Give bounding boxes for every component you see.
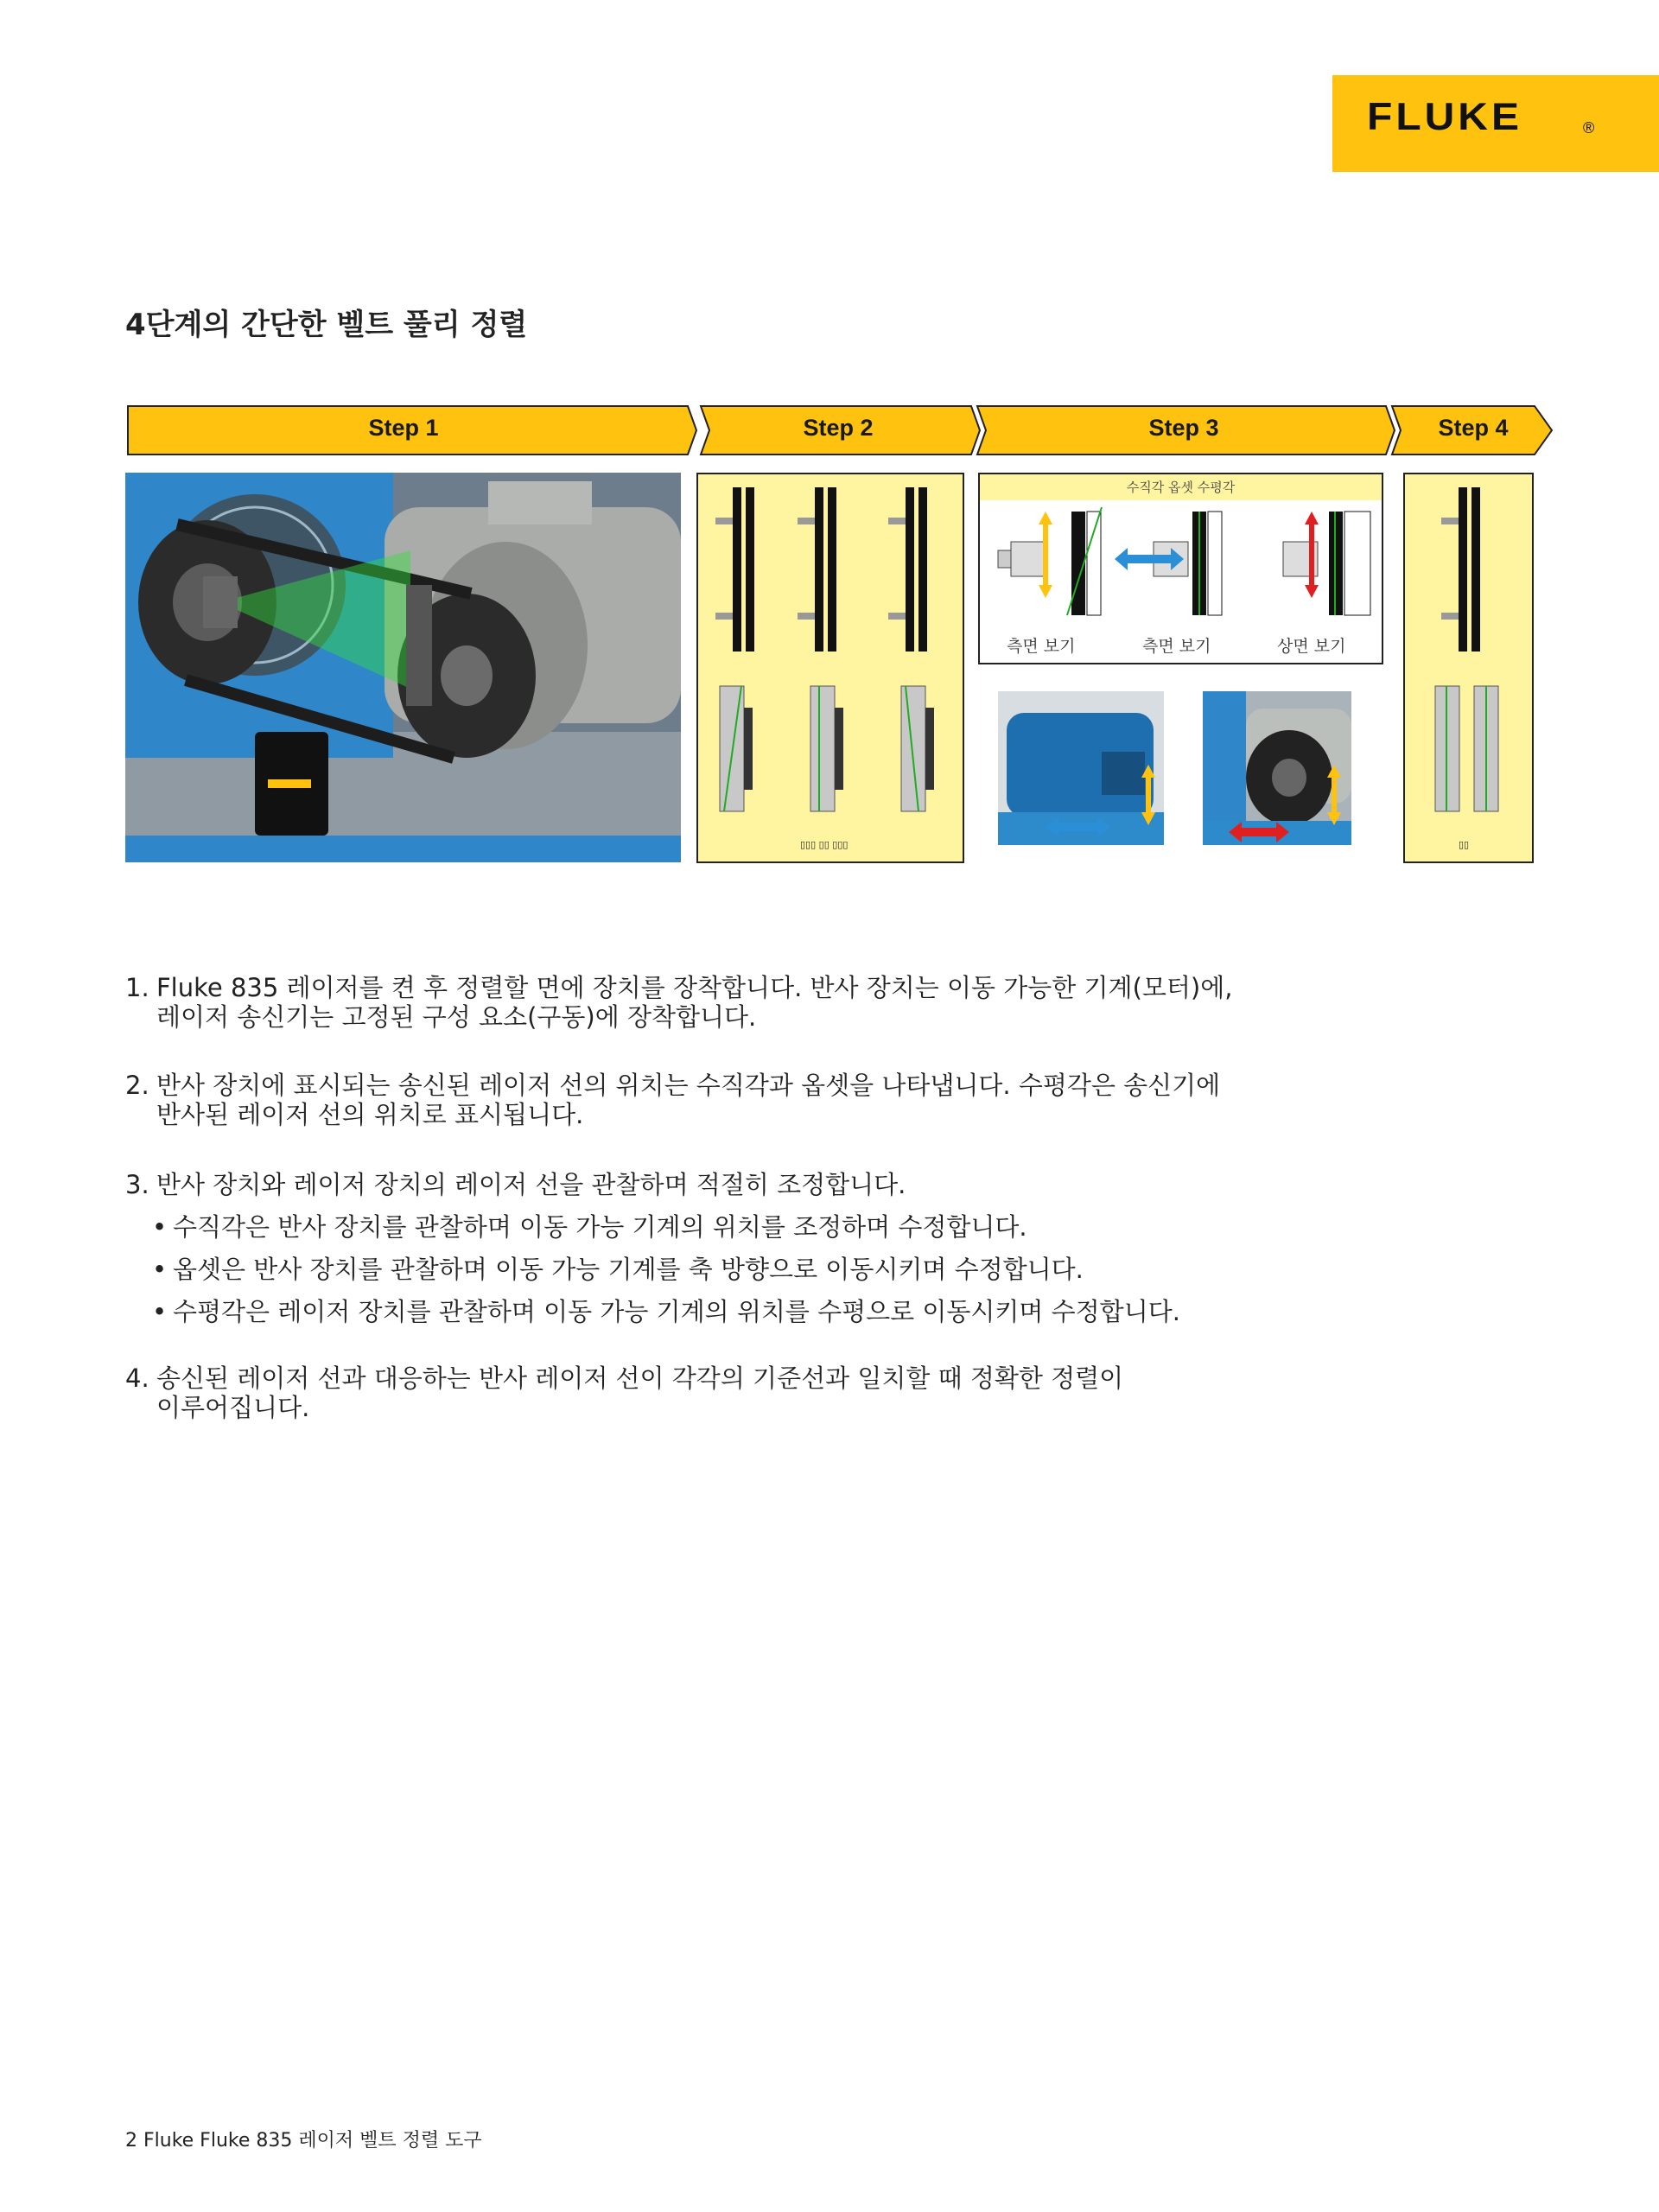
instruction-3 [125, 1170, 906, 1199]
instruction-2-line-1: 반사 장치에 표시되는 송신된 레이저 선의 위치는 수직각과 옵셋을 나타냅니다. 수평각은 송신기에 [156, 1071, 1221, 1100]
instruction-1-line-1: Fluke 835 레이저를 켠 후 정렬할 면에 장치를 장착합니다. 반사 장치는 이동 가능한 기계(모터)에, [156, 973, 1233, 1002]
view-label-side-2: 측면 보기 [1142, 637, 1211, 656]
instruction-1-number: 1. [125, 973, 149, 1002]
page-title: 4단계의 간단한 벨트 풀리 정렬 [125, 308, 528, 342]
bullet-item: • 수평각은 레이저 장치를 관찰하며 이동 가능 기계의 위치를 수평으로 이동시키며 수정합니다. [152, 1297, 1180, 1326]
instruction-2 [125, 1071, 1220, 1129]
bullet-item: • 수직각은 반사 장치를 관찰하며 이동 가능 기계의 위치를 조정하며 수정합니다. [152, 1212, 1027, 1242]
view-label-side-1: 측면 보기 [1007, 637, 1076, 656]
step-3-label: Step 3 [1148, 415, 1219, 441]
step-1-label: Step 1 [368, 415, 439, 441]
registered-mark: ® [1583, 119, 1595, 137]
instruction-4-line-2: 이루어집니다. [156, 1393, 310, 1422]
step-3-pulley-photo [1203, 691, 1351, 845]
step-2-panel [696, 473, 964, 863]
step-4-panel [1403, 473, 1534, 863]
instruction-4-number: 4. [125, 1363, 149, 1393]
step-4-label: Step 4 [1438, 415, 1509, 441]
step-1-photo [125, 473, 681, 862]
instruction-1 [125, 973, 1232, 1032]
bullet-item: • 옵셋은 반사 장치를 관찰하며 이동 가능 기계를 축 방향으로 이동시키며 수정합니다. [152, 1255, 1084, 1284]
instruction-2-number: 2. [125, 1071, 149, 1100]
step-3-illustrations [985, 503, 1378, 624]
instruction-4 [125, 1363, 1123, 1422]
bullet-offset: 옵셋은 반사 장치를 관찰하며 이동 가능 기계를 축 방향으로 이동시키며 수정합니다. [173, 1255, 1084, 1284]
instruction-3-number: 3. [125, 1170, 149, 1199]
bullet-vertical-angle: 수직각은 반사 장치를 관찰하며 이동 가능 기계의 위치를 조정하며 수정합니다. [173, 1212, 1027, 1242]
bullet-horizontal-angle: 수평각은 레이저 장치를 관찰하며 이동 가능 기계의 위치를 수평으로 이동시키며 수정합니다. [173, 1297, 1180, 1326]
step-3-header: 수직각 옵셋 수평각 [980, 474, 1382, 500]
instruction-1-line-2: 레이저 송신기는 고정된 구성 요소(구동)에 장착합니다. [156, 1002, 757, 1032]
view-label-top: 상면 보기 [1277, 637, 1346, 656]
instruction-2-line-2: 반사된 레이저 선의 위치로 표시됩니다. [156, 1100, 584, 1129]
page-footer: 2 Fluke Fluke 835 레이저 벨트 정렬 도구 [125, 2130, 482, 2152]
step-4-caption: ▯▯ [1459, 839, 1470, 850]
instruction-3-line-1: 반사 장치와 레이저 장치의 레이저 선을 관찰하며 적절히 조정합니다. [156, 1170, 906, 1199]
step-2-caption: ▯▯▯ ▯▯ ▯▯▯ [800, 839, 849, 850]
instruction-4-line-1: 송신된 레이저 선과 대응하는 반사 레이저 선이 각각의 기준선과 일치할 때 정확한 정렬이 [156, 1363, 1124, 1393]
step-3-motor-photo [998, 691, 1164, 845]
fluke-logo-text: FLUKE [1367, 96, 1522, 138]
step-2-label: Step 2 [803, 415, 874, 441]
